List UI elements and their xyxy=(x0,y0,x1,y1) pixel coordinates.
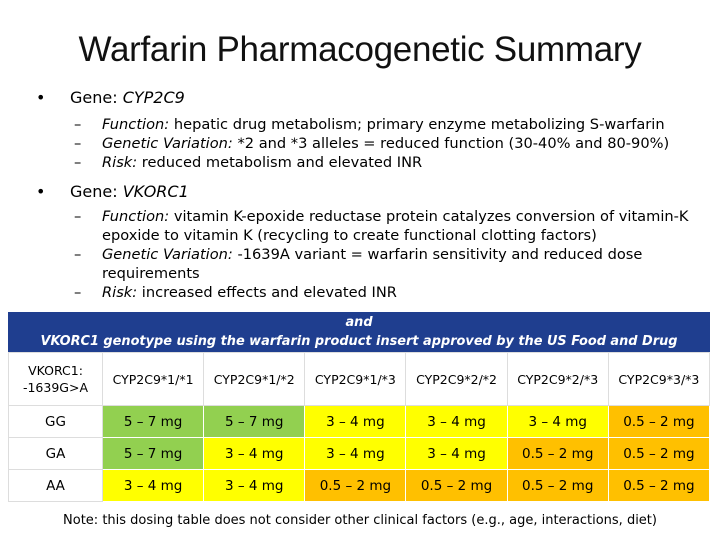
table-row xyxy=(9,406,710,438)
gene-vkorc1-heading xyxy=(36,182,189,201)
dose-cell: 3 – 4 mg xyxy=(305,406,406,438)
gene-cyp2c9-heading xyxy=(36,88,185,107)
dash-icon: – xyxy=(74,116,82,133)
detail-item: – Function: hepatic drug metabolism; primary enzyme metabolizing S-warfarin xyxy=(74,116,665,133)
dose-cell: 3 – 4 mg xyxy=(406,438,507,470)
row-label: GA xyxy=(9,438,103,470)
genotype-header: CYP2C9*2/*3 xyxy=(507,353,608,406)
dose-cell: 5 – 7 mg xyxy=(103,406,204,438)
dose-cell: 5 – 7 mg xyxy=(103,438,204,470)
dose-cell: 3 – 4 mg xyxy=(406,406,507,438)
gene-name: VKORC1 xyxy=(122,182,189,201)
dose-cell: 3 – 4 mg xyxy=(204,470,305,502)
genotype-header: CYP2C9*1/*2 xyxy=(204,353,305,406)
dosing-table-caption xyxy=(8,296,710,352)
gene-label: Gene: xyxy=(70,182,123,201)
bullet-icon: • xyxy=(36,88,46,107)
dash-icon: – xyxy=(74,135,82,152)
dose-cell: 3 – 4 mg xyxy=(507,406,608,438)
dose-cell: 0.5 – 2 mg xyxy=(305,470,406,502)
dose-cell: 0.5 – 2 mg xyxy=(507,470,608,502)
detail-item: – Genetic Variation: -1639A variant = warfarin sensitivity and reduced dose xyxy=(74,246,643,263)
dose-cell: 0.5 – 2 mg xyxy=(608,438,709,470)
dose-cell: 5 – 7 mg xyxy=(204,406,305,438)
detail-item: – Risk: increased effects and elevated INR xyxy=(74,284,397,301)
table-row xyxy=(9,470,710,502)
dose-cell: 3 – 4 mg xyxy=(204,438,305,470)
genotype-header: CYP2C9*2/*2 xyxy=(406,353,507,406)
page-title: Warfarin Pharmacogenetic Summary xyxy=(78,30,642,69)
row-label: GG xyxy=(9,406,103,438)
table-row xyxy=(9,438,710,470)
detail-continuation: epoxide to vitamin K (recycling to create functional clotting factors) xyxy=(102,227,597,244)
dash-icon: – xyxy=(74,208,82,225)
dose-cell: 0.5 – 2 mg xyxy=(507,438,608,470)
row-label: AA xyxy=(9,470,103,502)
dosing-table xyxy=(8,352,710,502)
detail-item: – Genetic Variation: *2 and *3 alleles = reduced function (30-40% and 80-90%) xyxy=(74,135,670,152)
gene-cyp2c9-details xyxy=(74,115,694,172)
gene-label: Gene: xyxy=(70,88,123,107)
dose-cell: 0.5 – 2 mg xyxy=(608,470,709,502)
detail-item: – Function: vitamin K-epoxide reductase protein catalyzes conversion of vitamin-K xyxy=(74,208,689,225)
gene-vkorc1-details xyxy=(74,207,694,302)
genotype-header: CYP2C9*3/*3 xyxy=(608,353,709,406)
caption-line: VKORC1 genotype using the warfarin product insert approved by the US Food and Drug xyxy=(40,334,678,349)
dose-cell: 0.5 – 2 mg xyxy=(406,470,507,502)
detail-item: – Risk: reduced metabolism and elevated INR xyxy=(74,154,423,171)
gene-name: CYP2C9 xyxy=(122,88,185,107)
bullet-icon: • xyxy=(36,182,46,201)
dose-cell: 3 – 4 mg xyxy=(103,470,204,502)
corner-header: VKORC1: -1639G>A xyxy=(9,353,103,406)
genotype-header: CYP2C9*1/*3 xyxy=(305,353,406,406)
footnote: Note: this dosing table does not consider other clinical factors (e.g., age, interactions, diet) xyxy=(63,513,657,528)
table-header-row xyxy=(9,353,710,406)
dose-cell: 3 – 4 mg xyxy=(305,438,406,470)
genotype-header: CYP2C9*1/*1 xyxy=(103,353,204,406)
dash-icon: – xyxy=(74,246,82,263)
dash-icon: – xyxy=(74,154,82,171)
detail-continuation: requirements xyxy=(102,265,200,282)
dash-icon: – xyxy=(74,284,82,301)
caption-line: Recommended daily warfarin doses (mg/day) to achieve a therapeutic INR based on CYP2C9 and xyxy=(23,296,695,330)
dose-cell: 0.5 – 2 mg xyxy=(608,406,709,438)
